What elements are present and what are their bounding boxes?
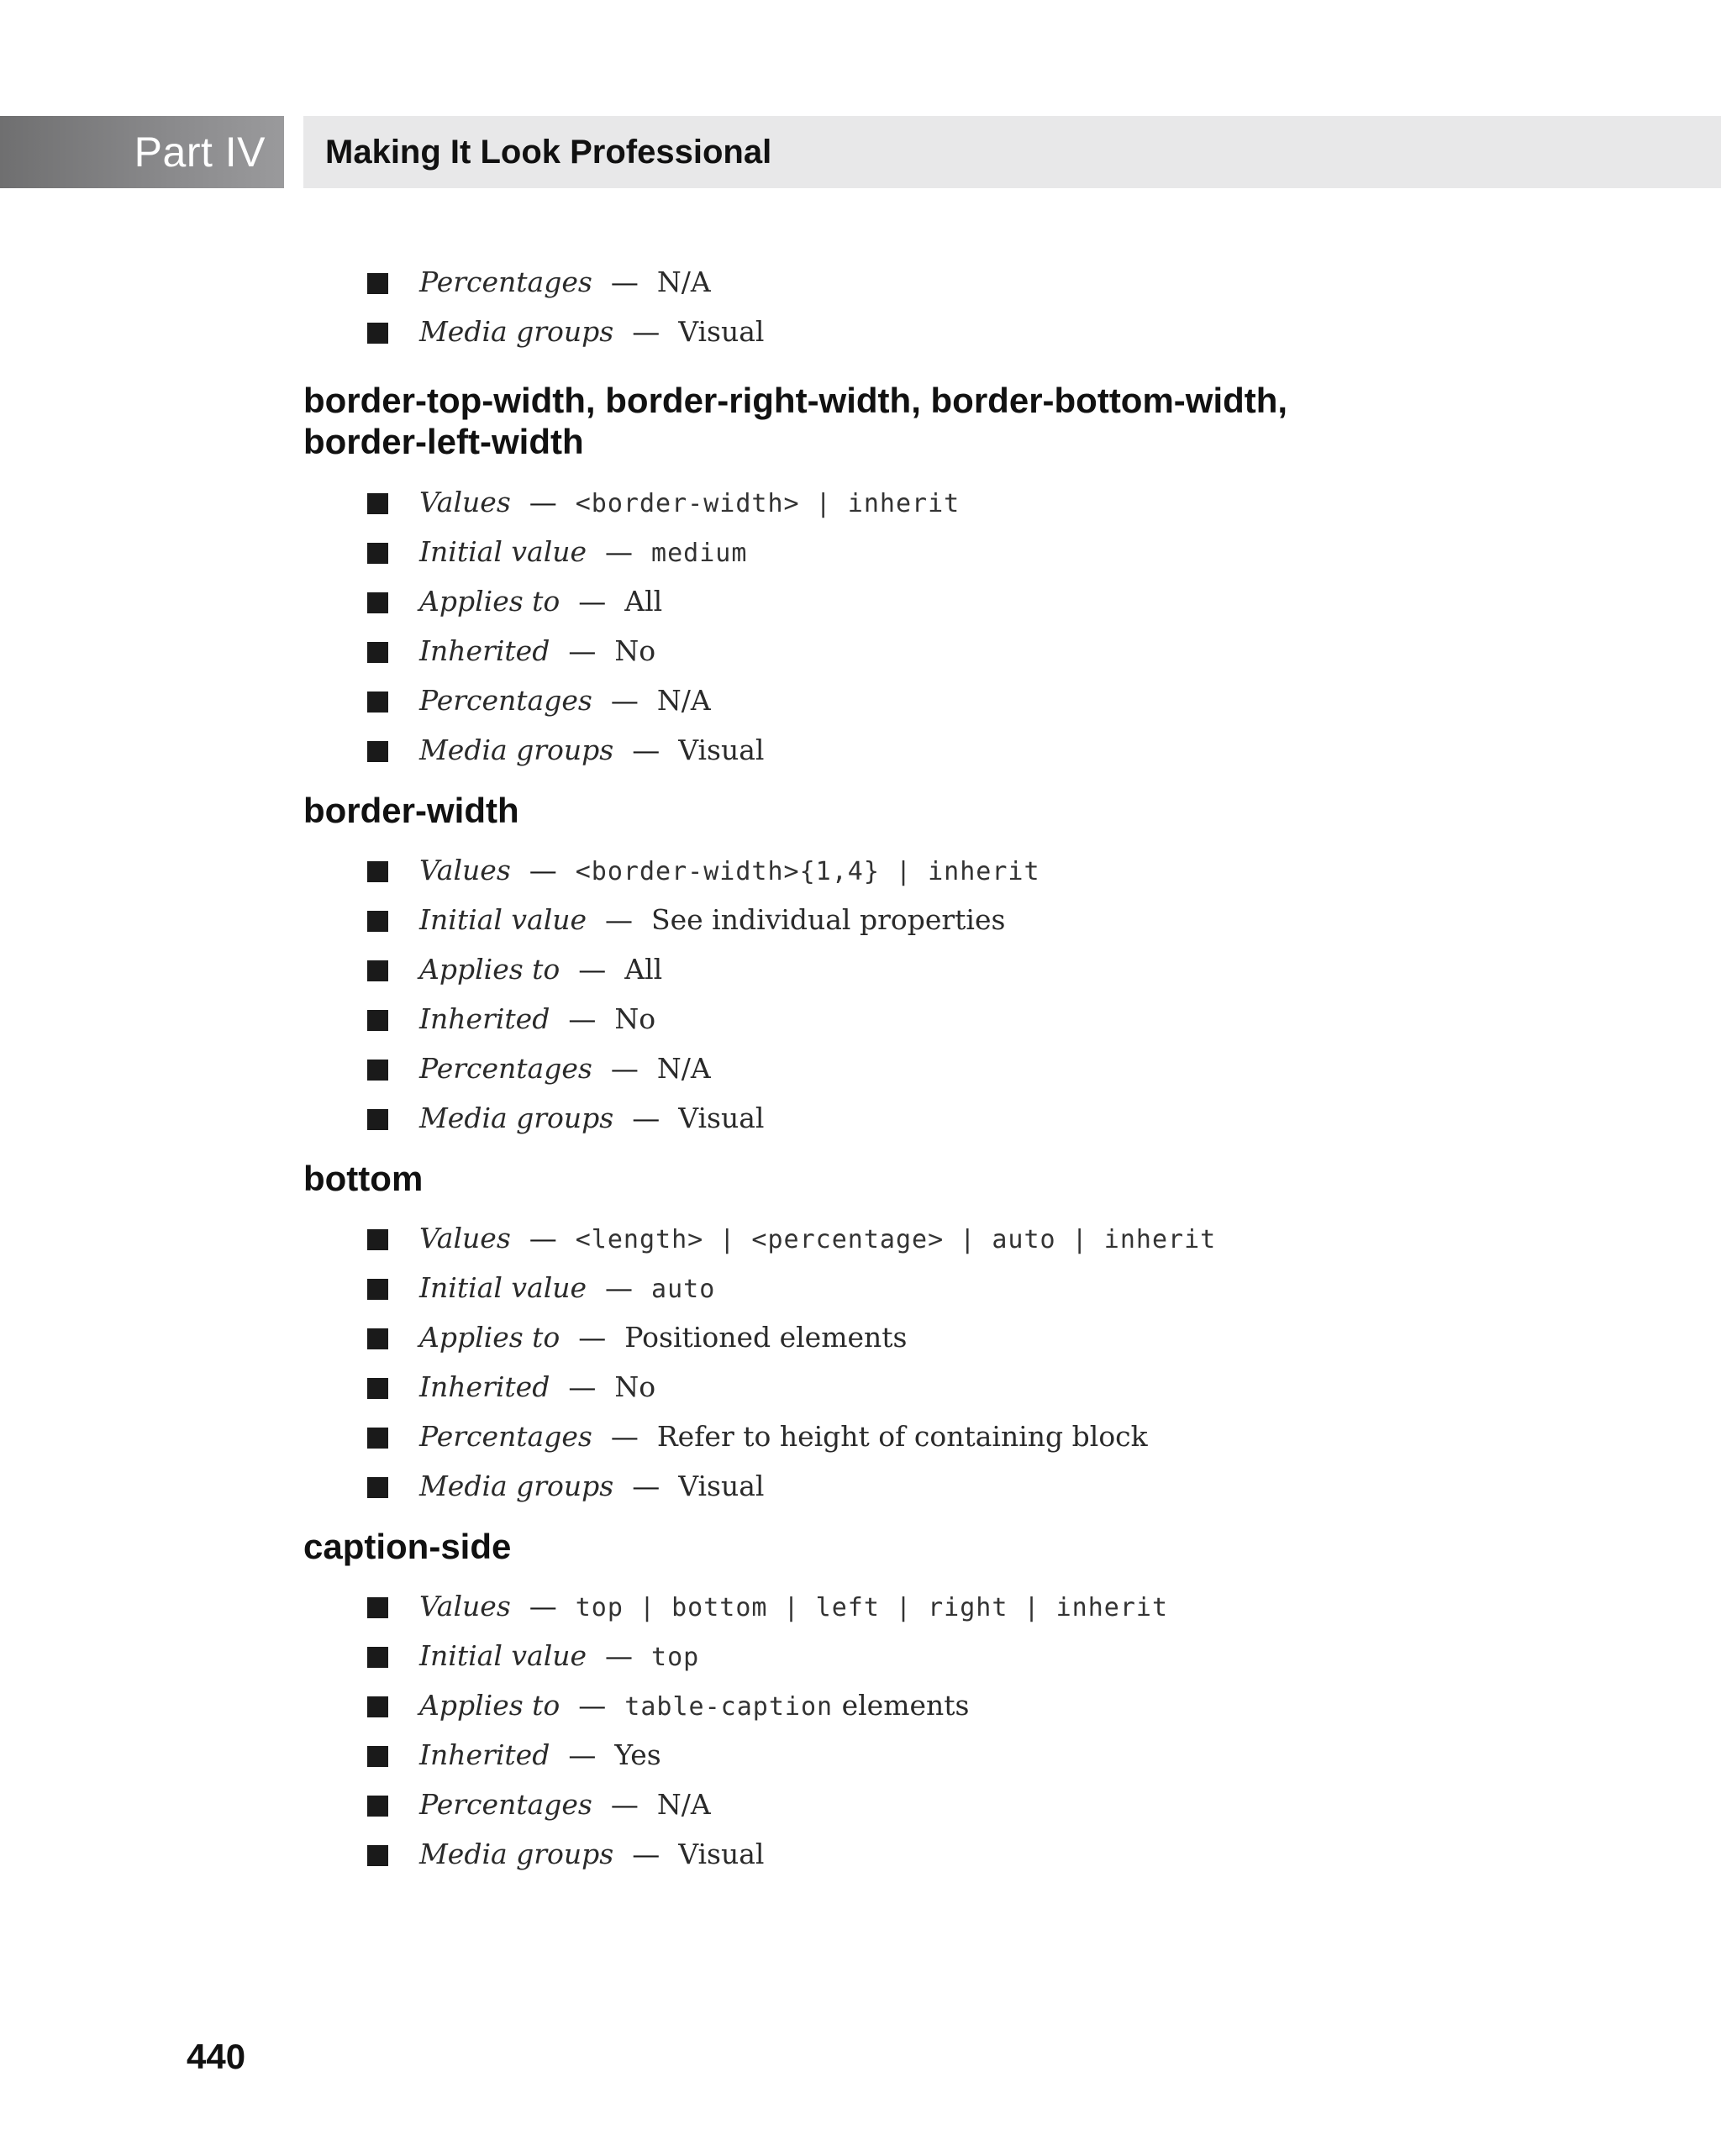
em-dash: — xyxy=(578,1689,607,1722)
bullet-icon xyxy=(367,1328,388,1349)
list-item xyxy=(303,527,1480,576)
em-dash: — xyxy=(578,953,607,986)
property-label: Applies to xyxy=(419,1689,561,1722)
bullet-icon xyxy=(367,1746,388,1767)
em-dash: — xyxy=(568,1002,597,1035)
section-heading xyxy=(303,380,1480,462)
property-label: Values xyxy=(419,1222,511,1254)
bullet-icon xyxy=(367,1428,388,1449)
property-label: Inherited xyxy=(419,634,550,667)
list-item xyxy=(303,1362,1480,1412)
property-value: No xyxy=(614,1002,656,1035)
list-item xyxy=(303,944,1480,994)
section-heading: bottom xyxy=(303,1159,424,1198)
bullet-icon xyxy=(367,642,388,663)
list-item xyxy=(303,1093,1480,1143)
property-value: <length> | <percentage> | auto | inherit xyxy=(575,1225,1217,1254)
property-label: Percentages xyxy=(419,1788,592,1821)
em-dash: — xyxy=(610,1420,639,1453)
em-dash: — xyxy=(605,903,634,936)
bullet-icon xyxy=(367,960,388,981)
bullet-icon xyxy=(367,1696,388,1717)
em-dash: — xyxy=(529,1222,557,1254)
property-label: Inherited xyxy=(419,1002,550,1035)
chapter-title: Making It Look Professional xyxy=(303,116,1721,188)
property-value: Visual xyxy=(678,1102,765,1134)
list-item xyxy=(303,1044,1480,1093)
list-item xyxy=(303,1631,1480,1680)
property-list xyxy=(303,845,1480,1143)
property-value: All xyxy=(624,953,663,986)
property-label: Inherited xyxy=(419,1370,550,1403)
bullet-icon xyxy=(367,1229,388,1250)
bullet-icon xyxy=(367,861,388,882)
property-label: Media groups xyxy=(419,315,614,348)
list-item xyxy=(303,477,1480,527)
list-item xyxy=(303,1829,1480,1879)
list-item xyxy=(303,1412,1480,1461)
property-label: Initial value xyxy=(419,1271,587,1304)
list-item xyxy=(303,1312,1480,1362)
property-label: Applies to xyxy=(419,953,561,986)
list-item xyxy=(303,725,1480,775)
section-heading: border-width xyxy=(303,791,519,830)
property-value: Visual xyxy=(678,1470,765,1502)
list-item xyxy=(303,1461,1480,1511)
bullet-icon xyxy=(367,1845,388,1866)
property-value: N/A xyxy=(656,684,711,717)
property-value: Refer to height of containing block xyxy=(656,1420,1148,1453)
property-value: <border-width> | inherit xyxy=(575,489,960,518)
em-dash: — xyxy=(632,1838,661,1870)
bullet-icon xyxy=(367,592,388,613)
list-item xyxy=(303,576,1480,626)
property-value: No xyxy=(614,634,656,667)
property-label: Initial value xyxy=(419,1639,587,1672)
property-list xyxy=(303,477,1480,775)
property-value: medium xyxy=(651,539,748,568)
property-label: Initial value xyxy=(419,535,587,568)
bullet-icon xyxy=(367,273,388,294)
list-item xyxy=(303,307,1480,356)
list-item xyxy=(303,676,1480,725)
property-value: <border-width>{1,4} | inherit xyxy=(575,857,1040,886)
bullet-icon xyxy=(367,691,388,713)
property-label: Applies to xyxy=(419,585,561,618)
bullet-icon xyxy=(367,1010,388,1031)
em-dash: — xyxy=(568,1370,597,1403)
property-value-code: table-caption xyxy=(624,1692,834,1722)
em-dash: — xyxy=(568,1738,597,1771)
property-label: Percentages xyxy=(419,1052,592,1085)
property-label: Initial value xyxy=(419,903,587,936)
property-label: Inherited xyxy=(419,1738,550,1771)
em-dash: — xyxy=(632,1470,661,1502)
list-item xyxy=(303,257,1480,307)
em-dash: — xyxy=(632,315,661,348)
property-label: Values xyxy=(419,1590,511,1622)
section-heading-line: border-left-width xyxy=(303,422,584,461)
property-label: Media groups xyxy=(419,1470,614,1502)
list-item xyxy=(303,845,1480,895)
em-dash: — xyxy=(632,1102,661,1134)
property-value: See individual properties xyxy=(651,903,1006,936)
intro-property-list xyxy=(303,257,1480,356)
em-dash: — xyxy=(605,1271,634,1304)
em-dash: — xyxy=(610,1052,639,1085)
property-label: Percentages xyxy=(419,684,592,717)
property-list xyxy=(303,1581,1480,1879)
page-number: 440 xyxy=(187,2037,246,2076)
property-label: Percentages xyxy=(419,1420,592,1453)
em-dash: — xyxy=(632,734,661,766)
list-item xyxy=(303,1213,1480,1263)
part-label: Part IV xyxy=(0,116,284,188)
property-value: All xyxy=(624,585,663,618)
list-item xyxy=(303,626,1480,676)
property-label: Media groups xyxy=(419,734,614,766)
bullet-icon xyxy=(367,1109,388,1130)
bullet-icon xyxy=(367,493,388,514)
bullet-icon xyxy=(367,741,388,762)
property-value: N/A xyxy=(656,266,711,298)
bullet-icon xyxy=(367,1060,388,1081)
property-value: N/A xyxy=(656,1788,711,1821)
property-label: Media groups xyxy=(419,1102,614,1134)
property-value: top xyxy=(651,1643,700,1672)
em-dash: — xyxy=(605,535,634,568)
property-list xyxy=(303,1213,1480,1511)
property-label: Applies to xyxy=(419,1321,561,1354)
bullet-icon xyxy=(367,1796,388,1817)
property-label: Values xyxy=(419,486,511,518)
section-heading: caption-side xyxy=(303,1527,512,1566)
bullet-icon xyxy=(367,1477,388,1498)
em-dash: — xyxy=(610,684,639,717)
em-dash: — xyxy=(610,266,639,298)
list-item xyxy=(303,1581,1480,1631)
property-value: Visual xyxy=(678,734,765,766)
em-dash: — xyxy=(605,1639,634,1672)
property-label: Percentages xyxy=(419,266,592,298)
list-item xyxy=(303,994,1480,1044)
list-item xyxy=(303,895,1480,944)
property-value: Visual xyxy=(678,1838,765,1870)
section-heading-line: border-top-width, border-right-width, border-bottom-width, xyxy=(303,381,1288,420)
list-item xyxy=(303,1780,1480,1829)
property-value: Yes xyxy=(614,1738,661,1771)
bullet-icon xyxy=(367,323,388,344)
bullet-icon xyxy=(367,543,388,564)
property-value: Visual xyxy=(678,315,765,348)
bullet-icon xyxy=(367,1378,388,1399)
em-dash: — xyxy=(578,1321,607,1354)
property-label: Values xyxy=(419,854,511,886)
list-item xyxy=(303,1263,1480,1312)
em-dash: — xyxy=(529,854,557,886)
property-value: auto xyxy=(651,1275,716,1304)
bullet-icon xyxy=(367,1597,388,1618)
em-dash: — xyxy=(529,486,557,518)
bullet-icon xyxy=(367,1279,388,1300)
page-body xyxy=(303,257,1480,1879)
property-label: Media groups xyxy=(419,1838,614,1870)
em-dash: — xyxy=(578,585,607,618)
property-value-text: elements xyxy=(833,1689,970,1722)
list-item xyxy=(303,1680,1480,1730)
property-value: top | bottom | left | right | inherit xyxy=(575,1593,1169,1622)
em-dash: — xyxy=(568,634,597,667)
running-header xyxy=(0,116,1721,188)
property-value: No xyxy=(614,1370,656,1403)
bullet-icon xyxy=(367,911,388,932)
property-value: N/A xyxy=(656,1052,711,1085)
bullet-icon xyxy=(367,1647,388,1668)
list-item xyxy=(303,1730,1480,1780)
property-value: Positioned elements xyxy=(624,1321,908,1354)
em-dash: — xyxy=(529,1590,557,1622)
em-dash: — xyxy=(610,1788,639,1821)
